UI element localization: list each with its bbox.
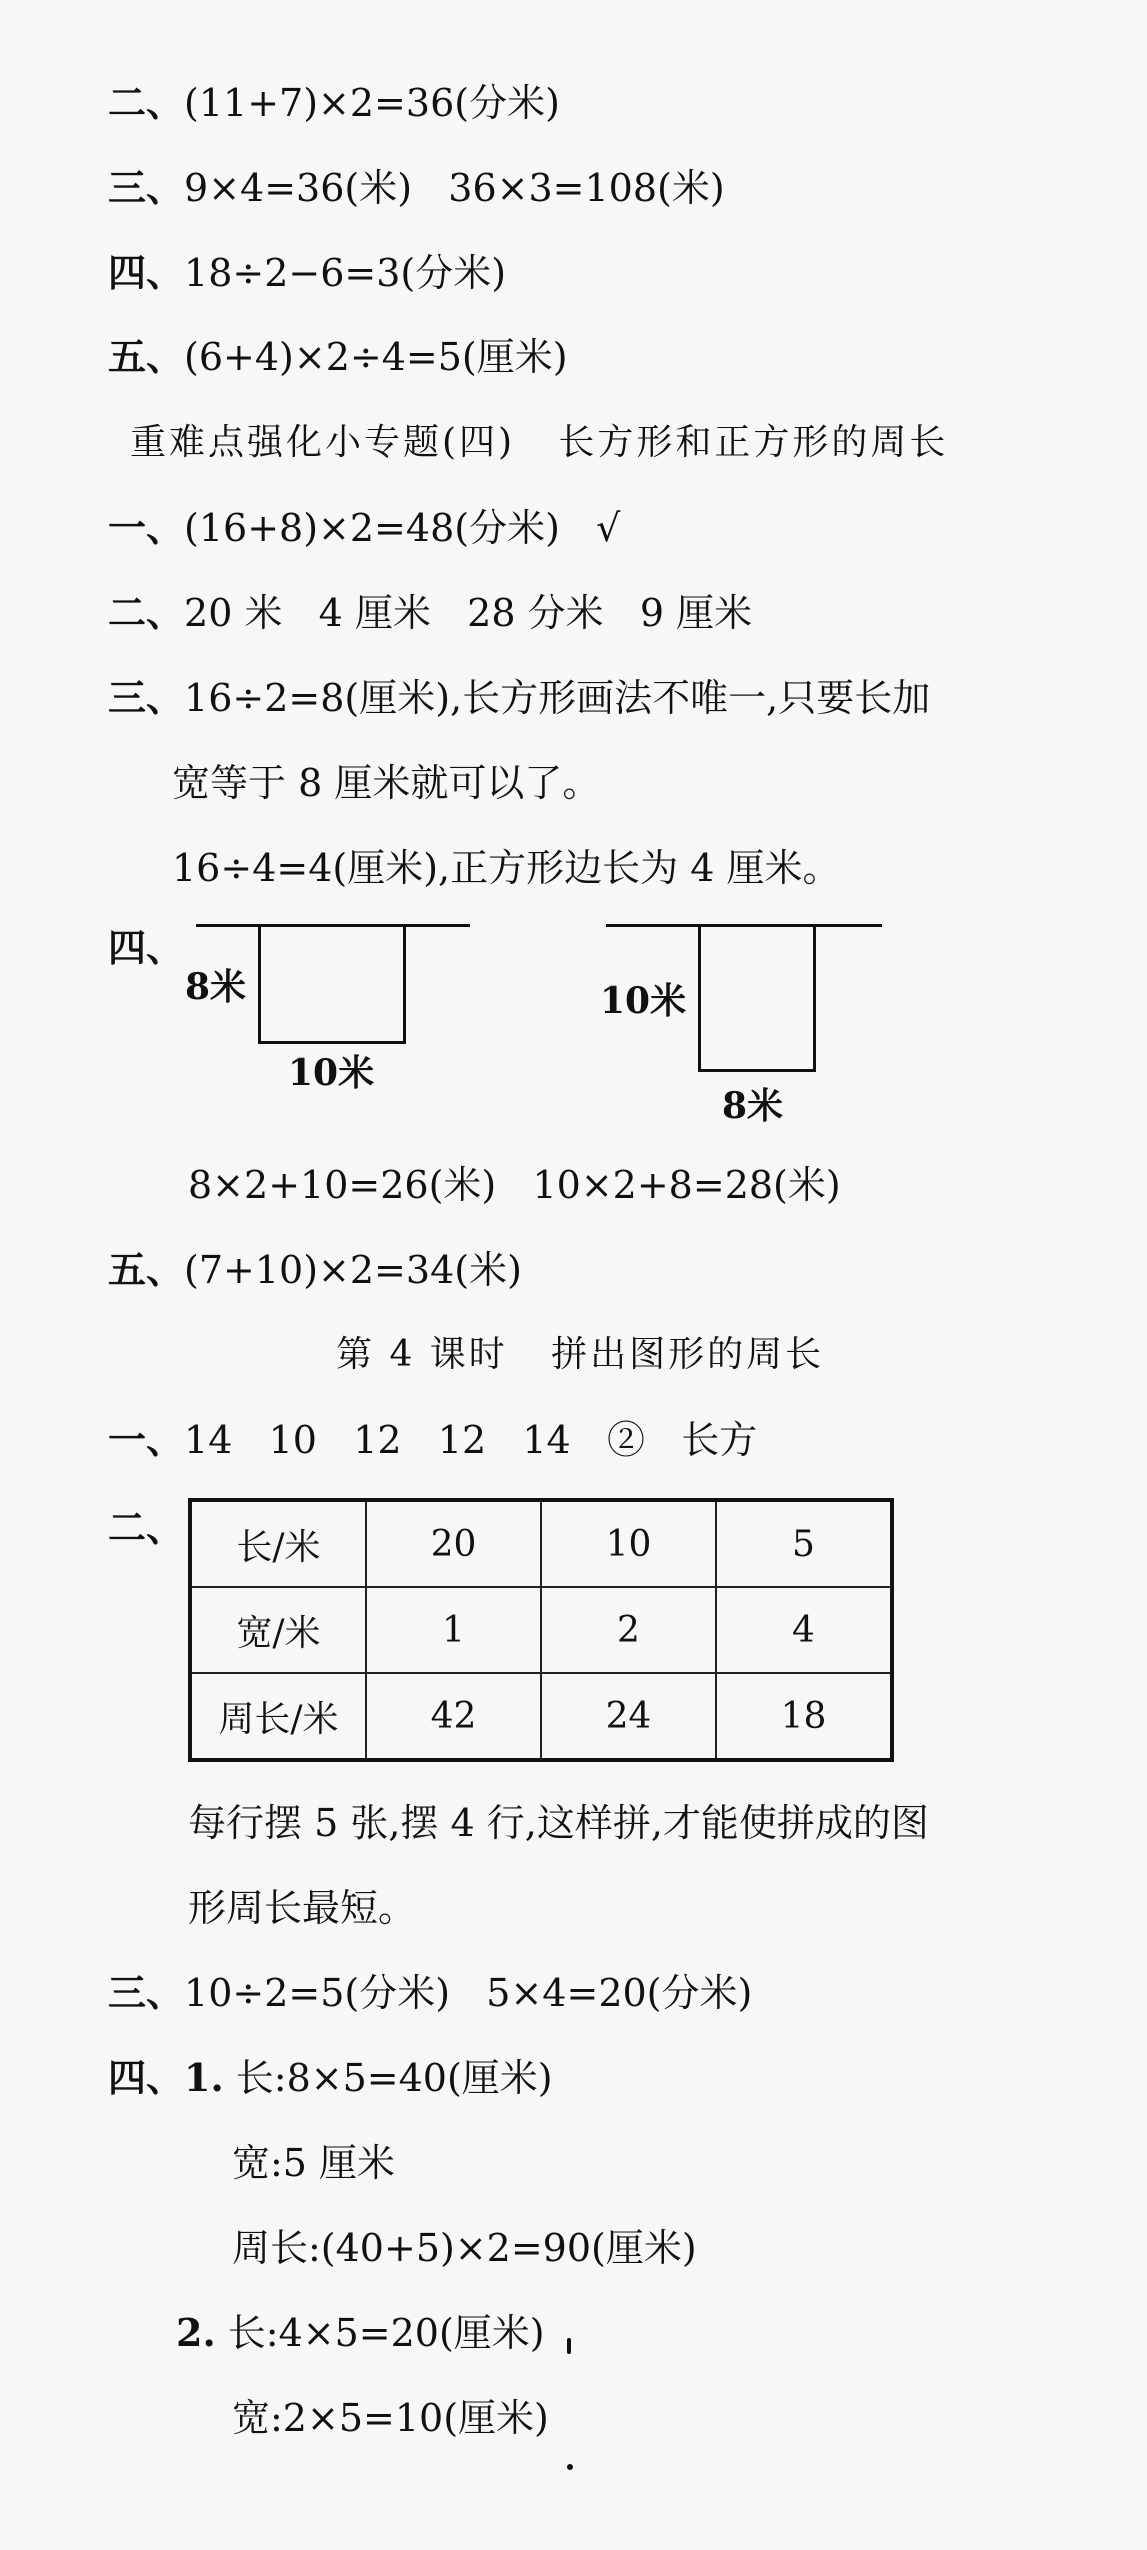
side-length-label: 10米 — [600, 980, 687, 1022]
table-row — [190, 1673, 892, 1760]
answer-line-4 — [108, 248, 506, 298]
question-number: 二、 — [108, 1505, 185, 1550]
bottom-length-label: 8米 — [722, 1085, 784, 1127]
answer-continuation: 16÷4=4(厘米),正方形边长为 4 厘米。 — [172, 846, 841, 890]
sub-question-number: 2. — [176, 2310, 216, 2355]
answer-line-4b — [108, 923, 184, 973]
answer-text: (7+10)×2=34(米) — [184, 1248, 522, 1292]
table-cell: 1 — [366, 1587, 541, 1673]
rectangle — [698, 924, 816, 1072]
answer-line-2b — [108, 588, 752, 638]
answer-text: (6+4)×2÷4=5(厘米) — [184, 335, 568, 379]
answer-continuation: 每行摆 5 张,摆 4 行,这样拼,才能使拼成的图 — [188, 1801, 929, 1845]
question-number: 三、 — [108, 675, 185, 720]
table-cell: 2 — [541, 1587, 716, 1673]
table-cell: 5 — [716, 1500, 892, 1587]
speck-mark — [567, 2338, 571, 2354]
answer-continuation: 周长:(40+5)×2=90(厘米) — [232, 2226, 697, 2270]
answer-line-3c — [108, 1968, 752, 2018]
table-cell: 18 — [716, 1673, 892, 1760]
table-cell: 周长/米 — [190, 1673, 366, 1760]
answer-continuation: 8×2+10=26(米) 10×2+8=28(米) — [188, 1163, 841, 1207]
section-heading: 重难点强化小专题(四) 长方形和正方形的周长 — [130, 422, 949, 463]
answer-continuation: 宽:2×5=10(厘米) — [232, 2396, 549, 2440]
question-number: 五、 — [108, 334, 185, 379]
question-number: 三、 — [108, 1970, 185, 2015]
answer-text: 18÷2−6=3(分米) — [184, 251, 507, 295]
answer-text: 9×4=36(米) 36×3=108(米) — [184, 166, 725, 210]
answer-text: 20 米 4 厘米 28 分米 9 厘米 — [184, 591, 753, 635]
question-number: 五、 — [108, 1247, 185, 1292]
rectangle — [258, 924, 406, 1044]
table-cell: 长/米 — [190, 1500, 366, 1587]
table-row — [190, 1500, 892, 1587]
table-cell: 24 — [541, 1673, 716, 1760]
answer-continuation: 宽:5 厘米 — [232, 2141, 396, 2185]
table-cell: 42 — [366, 1673, 541, 1760]
question-number: 二、 — [108, 590, 185, 635]
answer-text: (16+8)×2=48(分米) √ — [184, 506, 621, 550]
question-number: 四、 — [108, 925, 185, 970]
table-row — [190, 1587, 892, 1673]
answer-line-1 — [108, 503, 620, 553]
answer-line-5b — [108, 1245, 522, 1295]
answer-text: 14 10 12 12 14 ② 长方 — [184, 1418, 758, 1462]
answer-text: (11+7)×2=36(分米) — [184, 81, 560, 125]
table-cell: 宽/米 — [190, 1587, 366, 1673]
question-number: 三、 — [108, 165, 185, 210]
answer-text: 16÷2=8(厘米),长方形画法不唯一,只要长加 — [184, 676, 931, 720]
answer-line-3 — [108, 163, 725, 213]
answer-line-2 — [108, 78, 560, 128]
data-table — [188, 1498, 894, 1762]
table-cell: 10 — [541, 1500, 716, 1587]
question-number: 一、 — [108, 505, 185, 550]
answer-text: 10÷2=5(分米) 5×4=20(分米) — [184, 1971, 753, 2015]
question-number: 四、 — [108, 250, 185, 295]
answer-line-1b — [108, 1415, 757, 1465]
question-number: 一、 — [108, 1417, 185, 1462]
answer-text: 长:8×5=40(厘米) — [235, 2056, 553, 2100]
question-number: 二、 — [108, 80, 185, 125]
table-cell: 20 — [366, 1500, 541, 1587]
side-length-label: 8米 — [185, 966, 247, 1008]
question-number: 四、 — [108, 2055, 185, 2100]
answer-line-5 — [108, 332, 568, 382]
answer-continuation: 宽等于 8 厘米就可以了。 — [172, 761, 601, 805]
section-heading: 第 4 课时 拼出图形的周长 — [336, 1334, 825, 1375]
answer-text: 长:4×5=20(厘米) — [227, 2311, 545, 2355]
answer-line-4d — [176, 2308, 545, 2358]
speck-mark — [567, 2464, 573, 2470]
answer-continuation: 形周长最短。 — [188, 1886, 417, 1930]
answer-line-2c — [108, 1503, 184, 1553]
answer-line-3b — [108, 673, 930, 723]
table-cell: 4 — [716, 1587, 892, 1673]
bottom-length-label: 10米 — [288, 1052, 375, 1094]
answer-line-4c — [108, 2053, 553, 2103]
sub-question-number: 1. — [184, 2055, 224, 2100]
